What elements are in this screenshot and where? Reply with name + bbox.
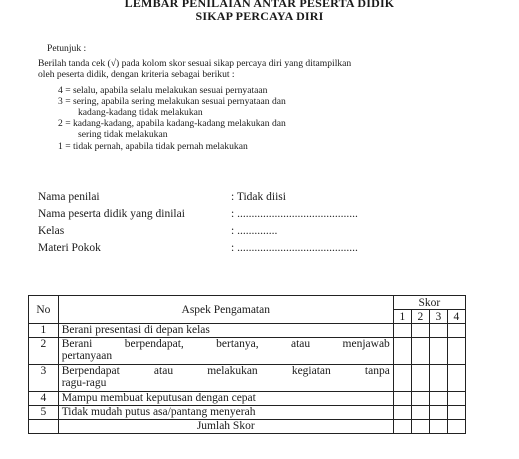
score-cell[interactable] <box>429 365 447 392</box>
total-row <box>29 420 466 434</box>
total-label: Jumlah Skor <box>58 420 393 434</box>
row-aspek-line: Berani berpendapat, bertanya, atau menjawab <box>61 338 390 350</box>
total-score-cell[interactable] <box>429 420 447 434</box>
field-label-materi: Materi Pokok <box>38 242 101 254</box>
document-title: LEMBAR PENILAIAN ANTAR PESERTA DIDIK <box>124 0 395 10</box>
row-no: 2 <box>29 338 59 365</box>
row-aspek <box>58 365 393 392</box>
row-aspek <box>58 338 393 365</box>
row-aspek: Mampu membuat keputusan dengan cepat <box>58 392 393 406</box>
header-aspek: Aspek Pengamatan <box>58 296 393 324</box>
score-cell[interactable] <box>429 392 447 406</box>
score-cell[interactable] <box>411 392 429 406</box>
field-label-peserta: Nama peserta didik yang dinilai <box>38 208 185 220</box>
header-no: No <box>29 296 59 324</box>
row-aspek-line: pertanyaan <box>61 350 113 362</box>
instructions-line-2: oleh peserta didik, dengan kriteria sebagai berikut : <box>38 69 235 80</box>
header-skor-1: 1 <box>393 310 411 324</box>
row-no: 1 <box>29 324 59 338</box>
score-cell[interactable] <box>411 338 429 365</box>
score-cell[interactable] <box>411 324 429 338</box>
row-aspek: Berani presentasi di depan kelas <box>58 324 393 338</box>
table-row <box>29 365 466 392</box>
total-score-cell[interactable] <box>447 420 465 434</box>
criteria-2: 2 = kadang-kadang, apabila kadang-kadang melakukan dan <box>58 118 286 129</box>
row-aspek-line: ragu-ragu <box>61 377 107 389</box>
row-no: 3 <box>29 365 59 392</box>
table-row <box>29 406 466 420</box>
score-cell[interactable] <box>429 406 447 420</box>
score-cell[interactable] <box>411 365 429 392</box>
row-no: 5 <box>29 406 59 420</box>
score-cell[interactable] <box>393 406 411 420</box>
table-row <box>29 338 466 365</box>
criteria-3-cont: kadang-kadang tidak melakukan <box>78 107 203 118</box>
score-cell[interactable] <box>393 392 411 406</box>
table-row <box>29 324 466 338</box>
score-cell[interactable] <box>429 338 447 365</box>
header-skor: Skor <box>393 296 465 310</box>
score-cell[interactable] <box>393 324 411 338</box>
score-cell[interactable] <box>429 324 447 338</box>
document-subtitle: SIKAP PERCAYA DIRI <box>195 9 324 23</box>
field-value-peserta: : .......................................... <box>231 208 358 220</box>
criteria-3: 3 = sering, apabila sering melakukan sesuai pernyataan dan <box>58 96 286 107</box>
score-cell[interactable] <box>447 365 465 392</box>
row-aspek: Tidak mudah putus asa/pantang menyerah <box>58 406 393 420</box>
score-cell[interactable] <box>447 338 465 365</box>
field-value-materi: : .......................................... <box>231 242 358 254</box>
field-label-kelas: Kelas <box>38 225 65 237</box>
criteria-4: 4 = selalu, apabila selalu melakukan sesuai pernyataan <box>58 85 268 96</box>
score-cell[interactable] <box>447 324 465 338</box>
score-table <box>28 295 466 434</box>
header-skor-3: 3 <box>429 310 447 324</box>
field-value-penilai: : Tidak diisi <box>231 191 286 203</box>
instructions-line-1: Berilah tanda cek (√) pada kolom skor sesuai sikap percaya diri yang ditampilkan <box>38 58 352 69</box>
row-no: 4 <box>29 392 59 406</box>
criteria-1: 1 = tidak pernah, apabila tidak pernah melakukan <box>58 141 248 152</box>
score-cell[interactable] <box>447 406 465 420</box>
row-aspek-line: Berpendapat atau melakukan kegiatan tanpa <box>61 365 390 377</box>
score-cell[interactable] <box>393 365 411 392</box>
header-skor-2: 2 <box>411 310 429 324</box>
total-score-cell[interactable] <box>393 420 411 434</box>
header-skor-4: 4 <box>447 310 465 324</box>
criteria-2-cont: sering tidak melakukan <box>78 129 168 140</box>
field-value-kelas: : .............. <box>231 225 278 237</box>
score-cell[interactable] <box>411 406 429 420</box>
table-row <box>29 392 466 406</box>
total-score-cell[interactable] <box>411 420 429 434</box>
instructions-label: Petunjuk : <box>47 43 87 54</box>
field-label-penilai: Nama penilai <box>38 191 100 203</box>
score-cell[interactable] <box>447 392 465 406</box>
total-no-cell <box>29 420 59 434</box>
score-cell[interactable] <box>393 338 411 365</box>
